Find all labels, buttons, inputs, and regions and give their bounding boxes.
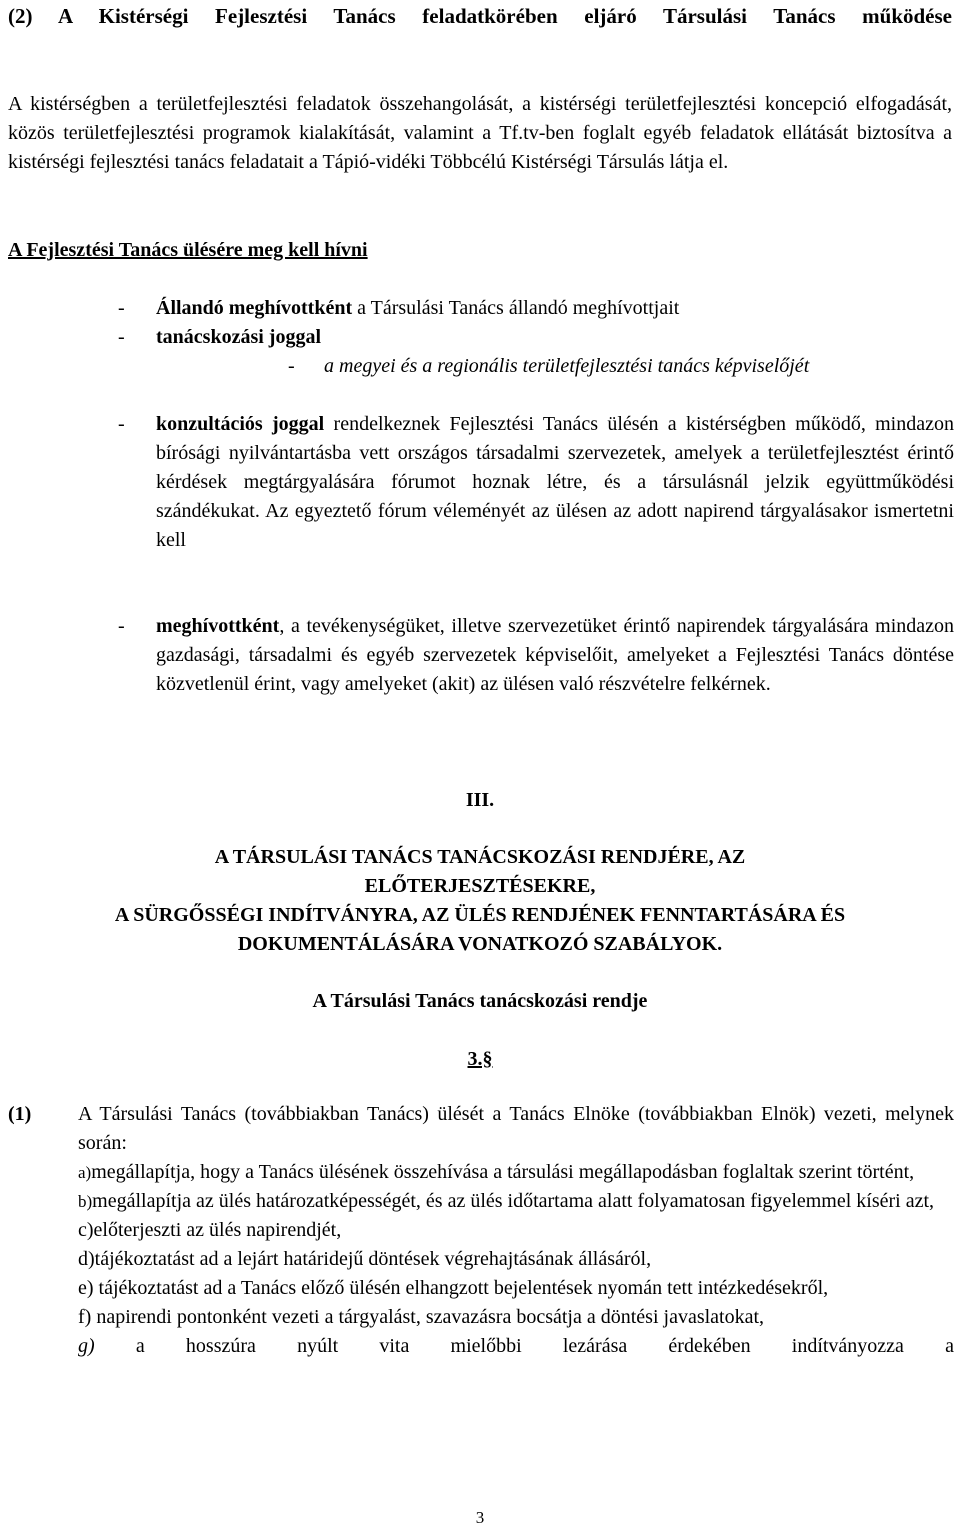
subheading bbox=[0, 987, 960, 1016]
chapter-roman: III. bbox=[465, 789, 495, 811]
chapter-title-line: ELŐTERJESZTÉSEKRE, bbox=[364, 875, 596, 897]
list-item-e: e) tájékoztatást ad a Tanács előző ülésén elhangzott bejelentések nyomán tett intézkedésekről, bbox=[78, 1277, 829, 1299]
list-item-d: d)tájékoztatást ad a lejárt határidejű döntések végrehajtásának állásáról, bbox=[78, 1248, 652, 1270]
list-item bbox=[118, 294, 952, 323]
chapter-number bbox=[0, 786, 960, 815]
list-item-f: f) napirendi pontonként vezeti a tárgyalást, szavazásra bocsátja a döntési javaslatokat, bbox=[78, 1306, 765, 1328]
list-item bbox=[118, 612, 954, 699]
section-heading bbox=[8, 2, 952, 31]
paragraph-mark-text: 3.§ bbox=[467, 1048, 493, 1070]
list-dash: - bbox=[118, 413, 125, 435]
item4-text: , a tevékenységüket, illetve szervezetüket érintő napirendek tárgyalására mindazon gazdasági, társadalmi és egyéb szervezetek képviselőit, amelyeket a Fejlesztési Tanács döntése közvetlenül érint, vagy amelyeket (akit) az ülésen való részvételre felkérnek. bbox=[156, 615, 954, 695]
item1-text: a Társulási Tanács állandó meghívottjait bbox=[352, 297, 680, 319]
item-b-text: megállapítja az ülés határozatképességét, és az ülés időtartama alatt folyamatosan figyelemmel kíséri azt, bbox=[92, 1190, 935, 1212]
list-dash: - bbox=[288, 355, 295, 377]
item3-text: rendelkeznek Fejlesztési Tanács ülésén a kistérségben működő, mindazon bírósági nyilvántartásba vett országos társadalmi szervezetek, amelyek a területfejlesztést érintő kérdések megtárgyalására fórumot hoznak létre, és a társulásnál jelzik együttműködési szándékukat. Az egyeztető fórum véleményét az ülésen az adott napirend tárgyalásakor ismertetni kell bbox=[156, 413, 954, 551]
chapter-title-line: A SÜRGŐSSÉGI INDÍTVÁNYRA, AZ ÜLÉS RENDJÉNEK FENNTARTÁSÁRA ÉS bbox=[114, 904, 846, 926]
paragraph-intro: A Társulási Tanács (továbbiakban Tanács) ülését a Tanács Elnöke (továbbiakban Elnök) vezeti, melynek során: bbox=[78, 1103, 954, 1154]
paragraph-number: (1) bbox=[8, 1103, 32, 1125]
item-a-text: megállapítja, hogy a Tanács ülésének összehívása a társulási megállapodásban foglaltak szerint történt, bbox=[91, 1161, 915, 1183]
paragraph-mark bbox=[0, 1045, 960, 1074]
section-heading-text: (2) A Kistérségi Fejlesztési Tanács feladatkörében eljáró Társulási Tanács működése bbox=[8, 4, 952, 28]
list-subitem bbox=[288, 352, 952, 381]
list-item-g bbox=[78, 1332, 954, 1361]
chapter-title-line: A TÁRSULÁSI TANÁCS TANÁCSKOZÁSI RENDJÉRE, AZ bbox=[214, 846, 746, 868]
item-a-mark: a) bbox=[78, 1163, 92, 1182]
list-dash: - bbox=[118, 297, 125, 319]
invite-heading bbox=[8, 236, 952, 265]
item2-bold: tanácskozási joggal bbox=[156, 326, 321, 348]
numbered-paragraph bbox=[8, 1100, 954, 1361]
item-g-text: a hosszúra nyúlt vita mielőbbi lezárása érdekében indítványozza a bbox=[94, 1335, 954, 1357]
page-number bbox=[0, 1507, 960, 1529]
item1-bold: Állandó meghívottként bbox=[156, 297, 353, 319]
intro-text: A kistérségben a területfejlesztési feladatok összehangolását, a kistérségi területfejlesztési koncepció elfogadását, közös területfejlesztési programok kialakítását, valamint a Tf.tv-ben foglalt egyéb feladatok ellátását biztosítva a kistérségi fejlesztési tanács feladatait a Tápió-vidéki Többcélú Kistérségi Társulás látja el. bbox=[8, 93, 952, 173]
subheading-text: A Társulási Tanács tanácskozási rendje bbox=[312, 990, 648, 1012]
list-dash: - bbox=[118, 326, 125, 348]
intro-paragraph bbox=[8, 90, 952, 177]
list-item bbox=[118, 323, 952, 352]
page-number-text: 3 bbox=[475, 1508, 485, 1527]
item4-bold: meghívottként bbox=[156, 615, 280, 637]
item2-sub-text: a megyei és a regionális területfejlesztési tanács képviselőjét bbox=[324, 355, 810, 377]
list-item-a bbox=[78, 1158, 954, 1187]
list-dash: - bbox=[118, 615, 125, 637]
list-item-c: c)előterjeszti az ülés napirendjét, bbox=[78, 1219, 342, 1241]
invite-heading-text: A Fejlesztési Tanács ülésére meg kell hívni bbox=[8, 239, 368, 261]
item-g-mark: g) bbox=[78, 1335, 95, 1357]
list-item bbox=[118, 410, 954, 555]
chapter-title bbox=[0, 843, 960, 959]
list-item-b bbox=[78, 1187, 954, 1216]
item-b-mark: b) bbox=[78, 1192, 93, 1211]
chapter-title-line: DOKUMENTÁLÁSÁRA VONATKOZÓ SZABÁLYOK. bbox=[237, 933, 723, 955]
item3-bold: konzultációs joggal bbox=[156, 413, 325, 435]
